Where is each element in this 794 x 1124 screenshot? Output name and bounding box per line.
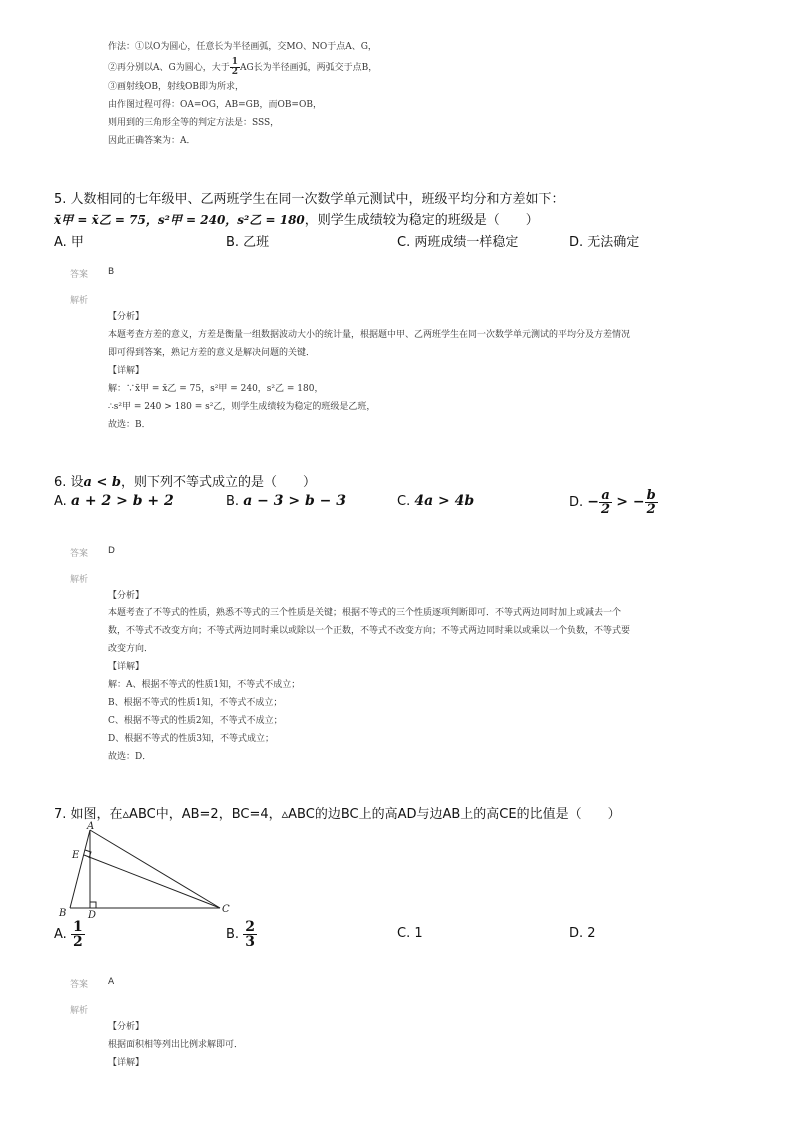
construction-step-1: 作法：①以O为圆心，任意长为半径画弧，交MO、NO于点A、G， [108, 42, 377, 52]
q5-condition: x̄甲 = x̄乙 = 75，s²甲 = 240，s²乙 = 180，则学生成绩较为稳定的班级是（ ） [54, 213, 539, 228]
q5-option-a: A. 甲 [54, 235, 84, 250]
construction-step-3: ③画射线OB，射线OB即为所求， [108, 82, 244, 92]
q5-title: 5. 人数相同的七年级甲、乙两班学生在同一次数学单元测试中，班级平均分和方差如下： [54, 192, 565, 207]
q7-analysis-line-1: 根据面积相等列出比例求解即可． [108, 1040, 244, 1050]
q6-detail-line-5: 故选：D． [108, 752, 152, 762]
height-ce [84, 855, 220, 908]
q5-analysis-line-2: 即可得到答案，熟记方差的意义是解决问题的关键． [108, 348, 316, 358]
q5-answer-value: B [108, 267, 115, 277]
q6-option-d: D. − $\frac{a}{2}$ > − $\frac{b}{2}$ [569, 488, 656, 517]
construction-step-2: ②再分别以A、G为圆心，大于 $\frac{1}{2}$ AG长为半径画弧，两弧交于点B， [108, 57, 378, 77]
q6-xiangjie-heading: 【详解】 [108, 662, 145, 672]
q6-answer-value: D [108, 546, 115, 556]
q5-analysis-line-1: 本题考查方差的意义，方差是衡量一组数据波动大小的统计量，根据题中甲、乙两班学生在同一次数学单元测试的平均分及方差情况 [108, 330, 631, 340]
q6-fenxi-heading: 【分析】 [108, 591, 145, 601]
q7-option-d: D. 2 [569, 926, 596, 941]
vertex-a: A [87, 821, 95, 832]
q6-detail-line-4: D、根据不等式的性质3知，不等式成立； [108, 734, 274, 744]
right-angle-d [90, 902, 96, 908]
vertex-d: D [88, 910, 97, 921]
vertex-e: E [72, 850, 80, 861]
q5-answer-label: 答案 [70, 270, 89, 280]
q6-detail-line-3: C、根据不等式的性质2知，不等式不成立； [108, 716, 283, 726]
prev-answer-line: 因此正确答案为：A． [108, 136, 196, 146]
q7-title: 7. 如图，在▵ABC中，AB=2，BC=4，▵ABC的边BC上的高AD与边AB上的高CE的比值是（ ） [54, 807, 621, 822]
q7-option-c: C. 1 [397, 926, 423, 941]
q6-detail-line-2: B、根据不等式的性质1知，不等式不成立； [108, 698, 283, 708]
q6-option-b: B. a − 3 > b − 3 [226, 493, 346, 509]
q5-option-d: D. 无法确定 [569, 235, 640, 250]
congruence-method: 则用到的三角形全等的判定方法是：SSS， [108, 118, 280, 128]
q6-option-a: A. a + 2 > b + 2 [54, 493, 174, 509]
q5-fenxi-heading: 【分析】 [108, 312, 145, 322]
q6-detail-line-1: 解：A、根据不等式的性质1知，不等式不成立； [108, 680, 301, 690]
triangle-figure [50, 818, 250, 928]
q5-option-b: B. 乙班 [226, 235, 270, 250]
vertex-b: B [59, 908, 67, 919]
q7-option-a: A. $\frac{1}{2}$ [54, 919, 83, 950]
q5-detail-line-3: 故选：B． [108, 420, 151, 430]
side-ab [70, 830, 90, 908]
q7-answer-value: A [108, 977, 115, 987]
q5-detail-line-2: ∴s²甲 = 240 > 180 = s²乙，则学生成绩较为稳定的班级是乙班， [108, 402, 376, 412]
vertex-c: C [222, 904, 230, 915]
q6-option-c: C. 4a > 4b [397, 493, 475, 509]
q6-analysis-line-3: 改变方向． [108, 644, 154, 654]
q7-option-b: B. $\frac{2}{3}$ [226, 919, 255, 950]
q7-fenxi-heading: 【分析】 [108, 1022, 145, 1032]
q5-analysis-label: 解析 [70, 296, 89, 306]
q5-xiangjie-heading: 【详解】 [108, 366, 145, 376]
q7-answer-label: 答案 [70, 980, 89, 990]
q7-analysis-label: 解析 [70, 1006, 89, 1016]
q5-option-c: C. 两班成绩一样稳定 [397, 235, 519, 250]
q7-xiangjie-heading: 【详解】 [108, 1058, 145, 1068]
q6-answer-label: 答案 [70, 549, 89, 559]
construction-reason: 由作图过程可得：OA=OG，AB=GB，而OB=OB， [108, 100, 322, 110]
q6-title: 6. 设a < b，则下列不等式成立的是（ ） [54, 475, 317, 490]
q5-detail-line-1: 解：∵x̄甲 = x̄乙 = 75，s²甲 = 240，s²乙 = 180， [108, 384, 324, 394]
q6-analysis-line-1: 本题考查了不等式的性质，熟悉不等式的三个性质是关键；根据不等式的三个性质逐项判断即可．不等式两边同时加上或减去一个 [108, 608, 622, 618]
q6-analysis-label: 解析 [70, 575, 89, 585]
side-ac [90, 830, 220, 908]
q6-analysis-line-2: 数，不等式不改变方向；不等式两边同时乘以或除以一个正数，不等式不改变方向；不等式两边同时乘以或乘以一个负数，不等式要 [108, 626, 631, 636]
